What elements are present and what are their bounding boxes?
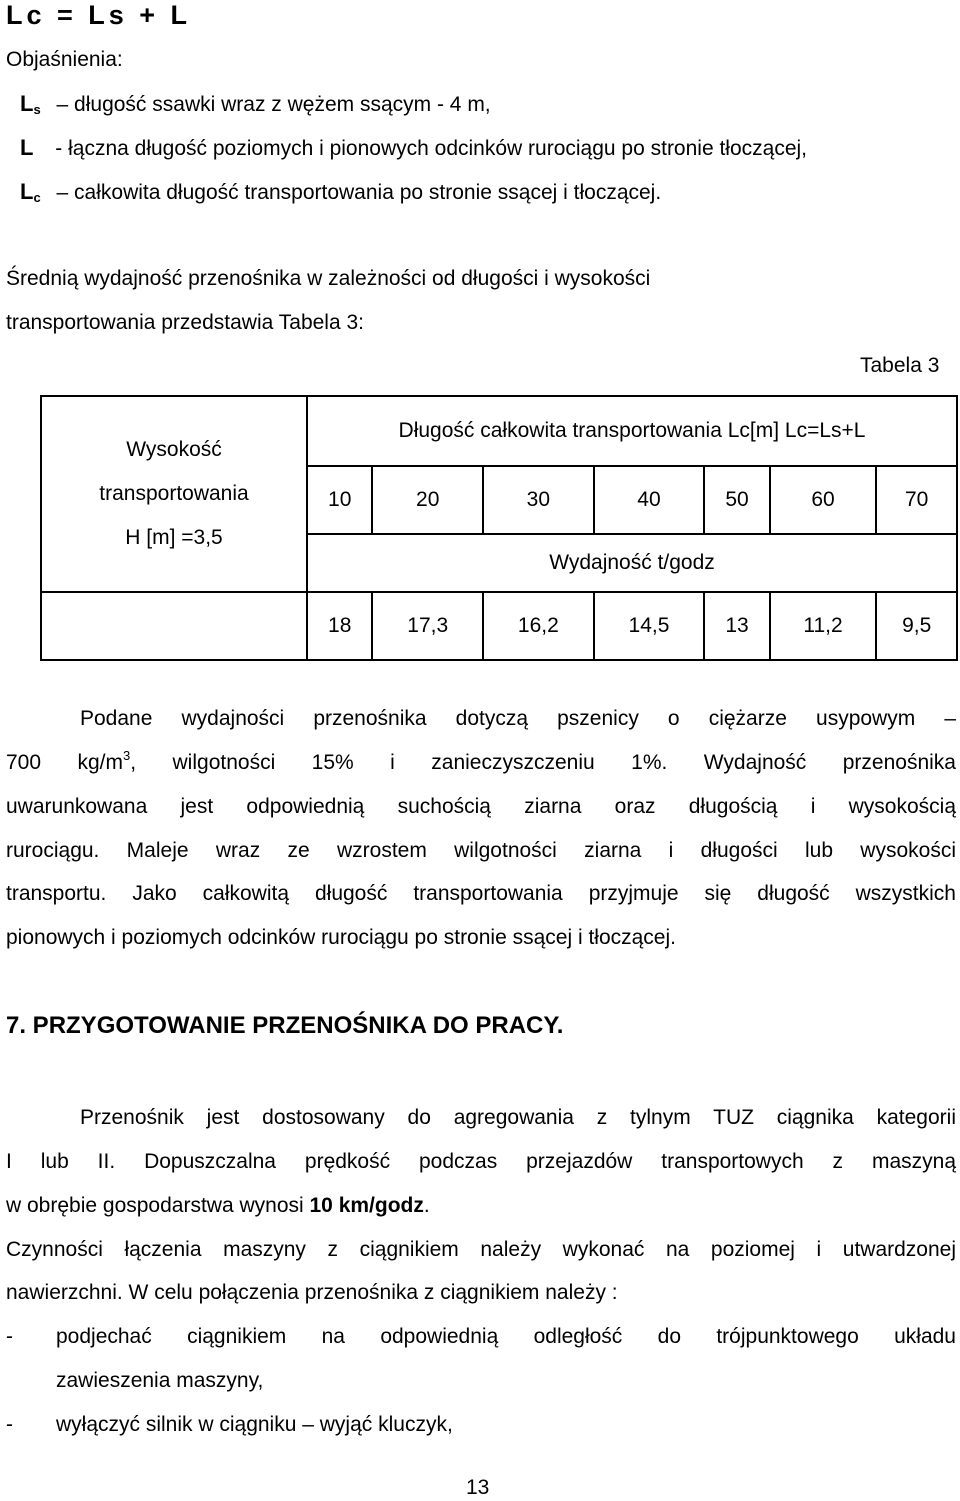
speed-limit: 10 km/godz — [309, 1194, 424, 1217]
length-cell: 10 — [307, 466, 372, 534]
symbol-ls: $L_s$ — [20, 91, 41, 117]
bullet-text: podjechać ciągnikiem na odpowiednią odległość do trójpunktowego układu — [56, 1325, 956, 1348]
paragraph-line: pionowych i poziomych odcinków rurociągu po stronie ssącej i tłoczącej. — [6, 926, 676, 949]
value-cell: 17,3 — [372, 592, 483, 660]
column-header: Długość całkowita transportowania Lc[m] Lc=Ls+L — [307, 396, 957, 466]
bullet-text: zawieszenia maszyny, — [56, 1369, 264, 1392]
row-header-line: transportowania — [99, 482, 249, 505]
bullet-dash: - — [6, 1325, 13, 1348]
paragraph-line: nawierzchni. W celu połączenia przenośnika z ciągnikiem należy : — [6, 1281, 618, 1304]
paragraph-line: Podane wydajności przenośnika dotyczą pszenicy o ciężarze usypowym – — [80, 707, 956, 730]
explanations-title: Objaśnienia: — [6, 48, 123, 71]
row-header-line: H [m] =3,5 — [125, 526, 223, 549]
length-cell: 20 — [372, 466, 483, 534]
length-cell: 50 — [704, 466, 769, 534]
explanation-text: - łączna długość poziomych i pionowych odcinków rurociągu po stronie tłoczącej, — [55, 137, 808, 160]
bullet-text: wyłączyć silnik w ciągniku – wyjąć kluczyk, — [56, 1413, 453, 1436]
symbol-l: L — [20, 135, 34, 160]
table-caption: Tabela 3 — [860, 354, 940, 377]
row-header-line: Wysokość — [126, 438, 222, 461]
intro-line: transportowania przedstawia Tabela 3: — [6, 311, 364, 334]
row-header-cell — [41, 396, 307, 592]
value-cell: 11,2 — [770, 592, 877, 660]
page-number: 13 — [466, 1476, 490, 1499]
explanation-text: – długość ssawki wraz z wężem ssącym - 4 m, — [56, 93, 491, 116]
length-cell: 30 — [483, 466, 594, 534]
bullet-dash: - — [6, 1413, 13, 1436]
paragraph-line: Czynności łączenia maszyny z ciągnikiem należy wykonać na poziomej i utwardzonej — [6, 1238, 956, 1261]
explanation-lc — [20, 178, 661, 212]
value-cell: 16,2 — [483, 592, 594, 660]
value-cell: 9,5 — [876, 592, 957, 660]
value-cell: 18 — [307, 592, 372, 660]
length-cell: 70 — [876, 466, 957, 534]
explanation-text: – całkowita długość transportowania po stronie ssącej i tłoczącej. — [56, 181, 662, 204]
capacity-subheader: Wydajność t/godz — [307, 534, 957, 592]
length-cell: 60 — [770, 466, 877, 534]
paragraph-line: rurociągu. Maleje wraz ze wzrostem wilgotności ziarna i długości lub wysokości — [6, 839, 956, 862]
paragraph-line: Przenośnik jest dostosowany do agregowania z tylnym TUZ ciągnika kategorii — [80, 1106, 956, 1129]
section-heading: 7. PRZYGOTOWANIE PRZENOŚNIKA DO PRACY. — [6, 1012, 564, 1039]
formula: Lc = Ls + L — [6, 0, 192, 30]
paragraph-line: uwarunkowana jest odpowiednią suchością ziarna oraz długością i wysokością — [6, 795, 956, 818]
paragraph-line: I lub II. Dopuszczalna prędkość podczas przejazdów transportowych z maszyną — [6, 1150, 956, 1173]
value-cell: 13 — [704, 592, 769, 660]
explanation-ls — [20, 90, 491, 124]
empty-cell — [41, 592, 307, 660]
paragraph-line: w obrębie gospodarstwa wynosi 10 km/godz. — [6, 1194, 430, 1217]
explanation-l — [20, 134, 807, 163]
symbol-lc: $L_c$ — [20, 179, 41, 205]
paragraph-line: transportu. Jako całkowitą długość transportowania przyjmuje się długość wszystkich — [6, 882, 956, 905]
length-cell: 40 — [594, 466, 705, 534]
capacity-table — [40, 395, 958, 661]
intro-line: Średnią wydajność przenośnika w zależności od długości i wysokości — [6, 267, 651, 290]
paragraph-line: 700 $kg/m^3$, wilgotności 15% i zanieczyszczeniu 1%. Wydajność przenośnika — [6, 748, 956, 774]
value-cell: 14,5 — [594, 592, 705, 660]
